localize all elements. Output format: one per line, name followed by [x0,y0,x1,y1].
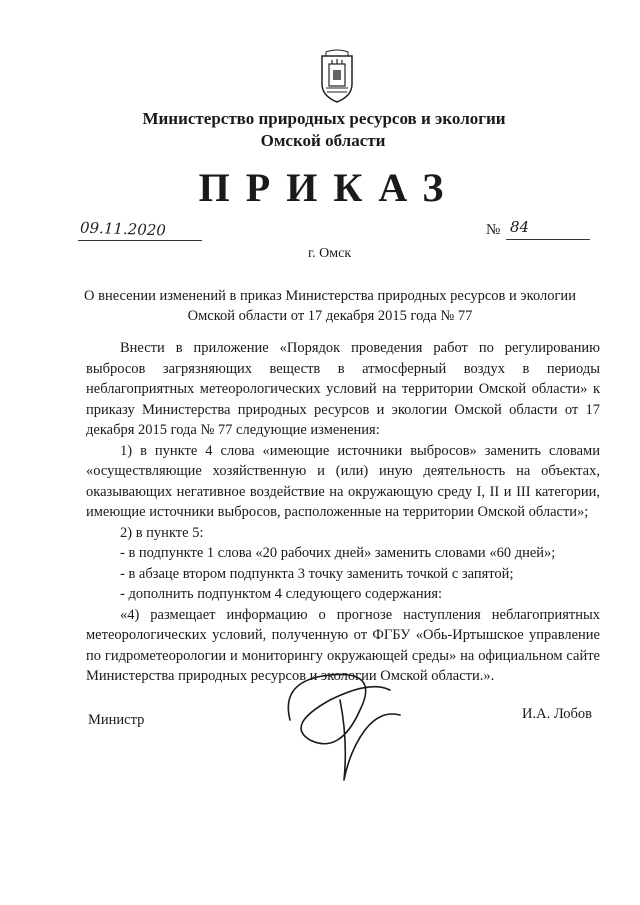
body-item-2c: - дополнить подпунктом 4 следующего содержания: [120,586,443,602]
order-number-handwritten: 84 [510,218,530,236]
signer-name: И.А. Лобов [522,706,593,722]
number-label: № [486,222,501,238]
body-item-2a: - в подпункте 1 слова «20 рабочих дней» заменить словами «60 дней»; [120,545,556,561]
ministry-name-line2: Омской области [260,131,386,150]
date-underline [78,240,202,241]
subject-line1: О внесении изменений в приказ Министерства природных ресурсов и экологии [84,288,576,304]
order-date-handwritten: 09.11.2020 [79,218,167,240]
subject-line2: Омской области от 17 декабря 2015 года № 77 [187,308,473,324]
ministry-name-line1: Министерство природных ресурсов и экологии [142,109,506,128]
body-item-2b: - в абзаце втором подпункта 3 точку заменить точкой с запятой; [120,565,514,582]
body-quote: «4) размещает информацию о прогнозе наступления неблагоприятных метеорологических условий, полученную от ФГБУ «Обь-Иртышское управление по гидрометеорологии и мониторингу окружающей среды» на официальном сайте Министерства природных ресурсов и экологии Омской области.». [86,606,600,684]
number-underline [506,239,590,240]
coat-of-arms-emblem [318,48,356,104]
signer-title: Министр [88,712,145,728]
order-body [86,338,600,687]
body-item-2: 2) в пункте 5: [120,524,204,541]
body-item-1: 1) в пункте 4 слова «имеющие источники выбросов» заменить словами «осуществляющие хозяйственную и (или) иную деятельность на объектах, оказывающих негативное воздействие на окружающую среду I, II и III категории, имеющие источники выбросов, расположенные на территории Омской области»; [86,442,600,520]
handwritten-signature [270,660,440,790]
order-title: ПРИКАЗ [198,165,460,210]
body-intro: Внести в приложение «Порядок проведения работ по регулированию выбросов загрязняющих веществ в атмосферный воздух в периоды неблагоприятных метеорологических условий на территории Омской области» к приказу Министерства природных ресурсов и экологии Омской области от 17 декабря 2015 года № 77 следующие изменения: [86,340,600,438]
city-name: г. Омск [308,246,352,261]
